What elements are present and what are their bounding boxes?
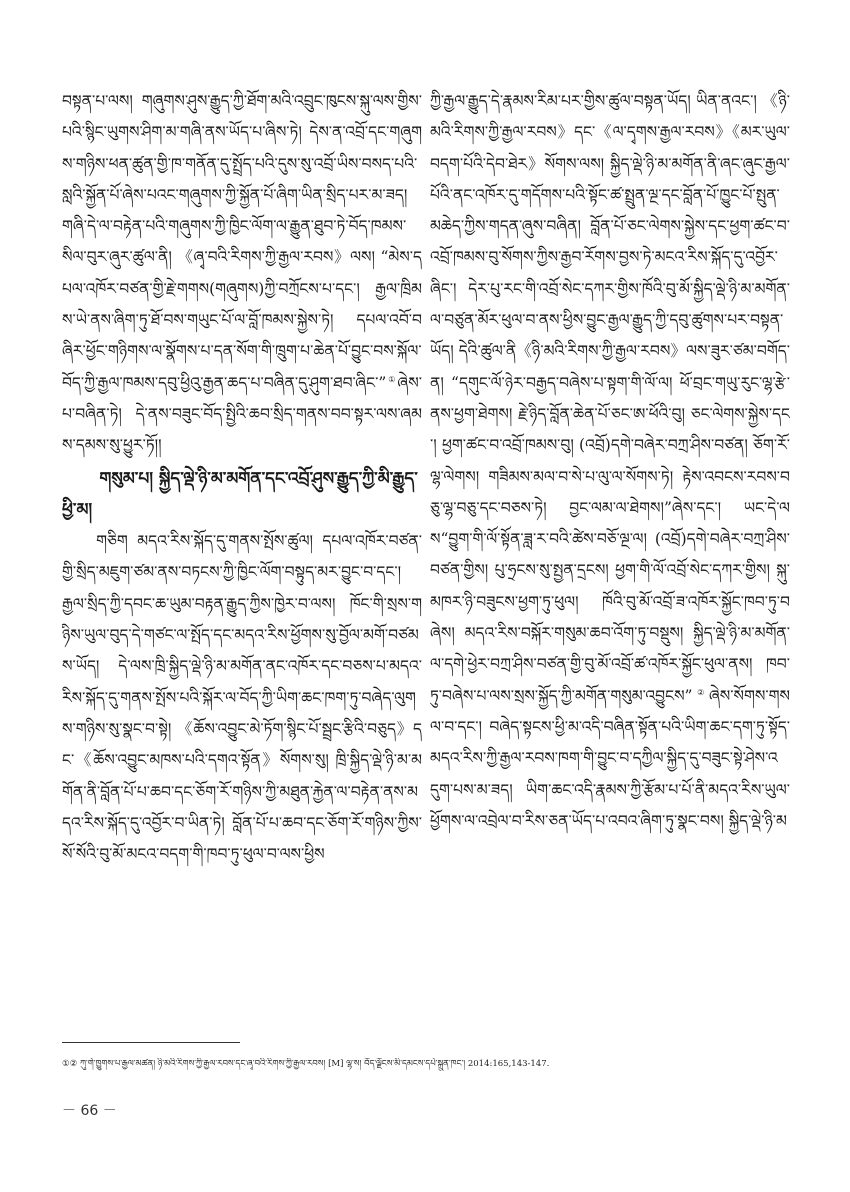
- right-paragraph-1: [430, 86, 790, 837]
- right-column: [430, 86, 790, 1006]
- footnote-marker-2: ②: [692, 687, 709, 697]
- footnote: ①② ཀུ་གེ་ཁྱུགས་པ་རྒྱལ་མཚན། ཉི་མའི་རིགས་ཀྱི་རྒྱལ་རབས་དང་ཞྭ་བའི་རིགས་ཀྱི་རྒྱལ་རབས། [M] ལྷ་ས། བོད་ལྗོངས་མི་དམངས་དཔེ་སྐྲུན་ཁང་། 2014:165,143-147.: [62, 1059, 550, 1069]
- left-column: [62, 86, 422, 1006]
- footnote-marker-1: ①: [386, 374, 398, 384]
- footnote-divider: [62, 1042, 240, 1043]
- right-paragraph-1-text: ཀྱི་རྒྱལ་རྒྱུད་དེ་རྣམས་རིམ་པར་གྱིས་ཚུལ་བསྟན་ཡོད། ཡིན་ནའང་། 《ཉི་མའི་རིགས་ཀྱི་རྒྱལ་རབས》དང་《ལ་དྭགས་རྒྱལ་རབས》《མར་ཡུལ་བདག་པོའི་དེབ་ཐེར》སོགས་ལས། སྐྱིད་ལྡེ་ཉི་མ་མགོན་ནི་ཞང་ཞུང་རྒྱལ་པོའི་ནང་འཁོར་དུ་གདོགས་པའི་སྟོང་ཚ་སྤྲུན་ལྔ་དང་བློན་པོ་ཁྱུང་པོ་སྤུན་མཆེད་ཀྱིས་གདན་ཞུས་བཞིན། བློན་པོ་ཅང་ལེགས་སྐྱེས་དང་ཕྱག་ཚང་བ་འབྲོ་ཁམས་བུ་སོགས་ཀྱིས་རྒྱབ་རོགས་བྱས་ཏེ་མངའ་རིས་སྐོད་དུ་འབྱོར་ཞིང་། དེར་པུ་རང་གི་འབྲོ་སེང་དཀར་གྱིས་ཁོའི་བུ་མོ་སྐྱིད་ལྡེ་ཉི་མ་མགོན་ལ་བཙུན་མོར་ཕུལ་བ་ནས་ཕྱིས་བྱུང་རྒྱལ་རྒྱུད་ཀྱི་དབུ་ཚུགས་པར་བསྟན་ཡོད། དེའི་ཚུལ་ནི《ཉི་མའི་རིགས་ཀྱི་རྒྱལ་རབས》ལས་ཟུར་ཙམ་བགོད་ན། “དགུང་ལོ་ཉེར་བརྒྱད་བཞེས་པ་སྟག་གི་ལོ་ལ། ཕོ་བྲང་གཡུ་རུང་ལྷ་རྩེ་ནས་ཕྱག་ཐེགས། རྗེ་ཉིད་བློན་ཆེན་པོ་ཅང་ཨ་ཕོའི་བུ། ཅང་ལེགས་སྐྱེས་དང་། ཕྱག་ཚང་བ་འབྲོ་ཁམས་བུ། (འབྲོ)དགེ་བཞེར་བཀྲ་ཤིས་བཙན། ཅོག་རོ་ལྷ་ལེགས། གཟིམས་མལ་བ་སེ་པ་ལུ་ལ་སོགས་ཏེ། རྟེས་འབངས་རབས་བཅུ་ལྷ་བཅུ་དང་བཅས་ཏེ། བྱང་ལམ་ལ་ཐེགས།”ཞེས་དང་། ཡང་དེ་ལས“བྱུག་གི་ལོ་སྟོན་ཟླ་ར་བའི་ཚེས་བཅོ་ལྔ་ལ། (འབྲོ)དགེ་བཞེར་བཀྲ་ཤིས་བཙན་གྱིས། པུ་ཧྲངས་སུ་སྤྱན་དྲངས། ཕྱག་གི་ལོ་འབྲོ་སེང་དཀར་གྱིས། སྐུ་མཁར་ཉི་བཟུངས་ཕྱག་ཏུ་ཕུལ། ཁོའི་བུ་མོ་འབྲོ་ཟ་འཁོར་སྐྱོང་ཁབ་ཏུ་བཞེས། མདའ་རིས་བསྐོར་གསུམ་ཆབ་འོག་ཏུ་བསྡུས། སྐྱིད་ལྡེ་ཉི་མ་མགོན་ལ་དགེ་ཕྱེར་བཀྲ་ཤིས་བཙན་གྱི་བུ་མོ་འབྲོ་ཚ་འཁོར་སྐྱོང་ཕུལ་ནས། ཁབ་ཏུ་བཞེས་པ་ལས་སྲས་སྐྱོད་ཀྱི་མགོན་གསུམ་འབྱུངས”: [430, 92, 790, 705]
- page-number: － 66 －: [62, 1103, 117, 1119]
- left-paragraph-1-continuation: ཞེས་པ་བཞིན་ཏེ། དེ་ནས་བཟུང་བོད་སྤྱིའི་ཆབ་སྲིད་གནས་བབ་སྟར་ལས་ཞམས་དམས་སུ་ཕྱུར་ཏོ།།: [62, 373, 422, 455]
- section-heading: གསུམ་པ། སྐྱིད་ལྡེ་ཉི་མ་མགོན་དང་འབྲོ་ཤུས་རྒྱུད་ཀྱི་མི་རྒྱུད་ཕྱི་མ།: [62, 468, 418, 520]
- left-paragraph-1: [62, 86, 422, 462]
- left-paragraph-1-text: བསྟན་པ་ལས། གཞུགས་ཤུས་རྒྱུད་ཀྱི་ཐོག་མའི་འབྲུང་ཁུངས་སྐུ་ལས་གྱིས་པའི་སྙིང་ཡུགས་ཤིག་མ་གཞི་ནས་ཡོད་པ་ཞིས་ཏེ། དེས་ན་འབྲོ་དང་གཞུགས་གཉིས་ཕན་ཚུན་གྱི་ཁ་གནོན་དུ་སྤྲོད་པའི་དུས་སུ་འབྲོ་ཡིས་བསད་པའི་སླའི་སྐྱོན་པོ་ཞེས་པའང་གཞུགས་ཀྱི་སྐྱོན་པོ་ཞིག་ཡིན་སྲིད་པར་མ་ཟད། གཞི་དེ་ལ་བརྟེན་པའི་གཞུགས་ཀྱི་ཁྱིང་ལོག་ལ་རྒྱུན་ཐུབ་ཏེ་བོད་ཁམས་སིལ་བུར་ཞུར་ཚུལ་ནི། 《ཞྭ་བའི་རིགས་ཀྱི་རྒྱལ་རབས》ལས། “མེས་དཔལ་འཁོར་བཙན་གྱི་རྗེ་གགས(གཞུགས)ཀྱི་བཀྲོངས་པ་དང་། རྒྱལ་ཁྲིམས་ཡེ་ནས་ཞིག་ཏུ་ཐོ་བས་གཡུང་པོ་ལ་བློ་ཁམས་སྐྱེས་ཏེ། དཔལ་འབོ་བཞིར་ཕྱོང་གཉིགས་ལ་སྣོགས་པ་དན་སོག་གི་ཁྲུག་པ་ཆེན་པོ་བྱུང་བས་སྐོལ་བོད་ཀྱི་རྒྱལ་ཁམས་དབུ་ཕྱིའུ་རྒྱན་ཆད་པ་བཞིན་དུ་ཤུག་ཐབ་ཞིང་”: [62, 92, 422, 392]
- right-paragraph-1-continuation: ཞེས་སོགས་གསལ་བ་དང་། བཞེད་སྟངས་ཕྱི་མ་འདི་བཞིན་སྟོན་པའི་ཡིག་ཆང་དག་ཏུ་སྟོད་མདའ་རིས་ཀྱི་རྒྱལ་རབས་ཁག་གི་བྱུང་བ་དཀྱིལ་སྐྱིད་དུ་བཟུང་སྟེ་ཤེས་འདུག་པས་མ་ཟད། ཡིག་ཆང་འདི་རྣམས་ཀྱི་རྩོམ་པ་པོ་ནི་མདའ་རིས་ཡུལ་ཕྱོགས་ལ་འབྲེལ་བ་རིས་ཅན་ཡོད་པ་འབའ་ཞིག་ཏུ་སྣང་བས། སྐྱིད་ལྡེ་ཉི་མ: [430, 686, 790, 830]
- left-paragraph-2: གཅིག མདའ་རིས་སྐོད་དུ་གནས་སྤོས་ཚུལ། དཔལ་འཁོར་བཙན་གྱི་སྲིད་མཇུག་ཙམ་ནས་བཏངས་ཀྱི་ཁྱིང་ལོག་བསྟུད་མར་བྱུང་བ་དང་། རྒྱལ་སྲིད་ཀྱི་དབང་ཆ་ཡུམ་བརྟན་རྒྱུད་ཀྱིས་ཁྱེར་བ་ལས། ཁོང་གི་སྲས་གཉིས་ཡུལ་བུད་དེ་གཙང་ལ་སྤོད་དང་མདའ་རིས་ཕྱོགས་སུ་བྱོལ་མགོ་བཙམས་ཡོད། དེ་ལས་ཁྲི་སྐྱིད་ལྡེ་ཉི་མ་མགོན་ནང་འཁོར་དང་བཅས་པ་མདའ་རིས་སྐོད་དུ་གནས་སྤོས་པའི་སྐོར་ལ་བོད་ཀྱི་ཡིག་ཆང་ཁག་ཏུ་བཞེད་ལུགས་གཉིས་སུ་སྣང་བ་སྟེ། 《ཆོས་འབྱུང་མེ་ཏོག་སྙིང་པོ་སྦྲང་རྩིའི་བཅུད》དང་《ཆོས་འབྱུང་མཁས་པའི་དགའ་སྟོན》སོགས་སུ། ཁྲི་སྐྱིད་ལྡེ་ཉི་མ་མགོན་ནི་བློན་པོ་པ་ཆབ་དང་ཅོག་རོ་གཉིས་ཀྱི་མཐུན་རྐྱེན་ལ་བརྟེན་ནས་མདའ་རིས་སྐོད་དུ་འབྱོར་བ་ཡིན་ཏེ། བློན་པོ་པ་ཆབ་དང་ཅོག་རོ་གཉིས་ཀྱིས་སོ་སོའི་བུ་མོ་མངའ་བདག་གི་ཁབ་ཏུ་ཕུལ་བ་ལས་ཕྱིས: [62, 532, 422, 864]
